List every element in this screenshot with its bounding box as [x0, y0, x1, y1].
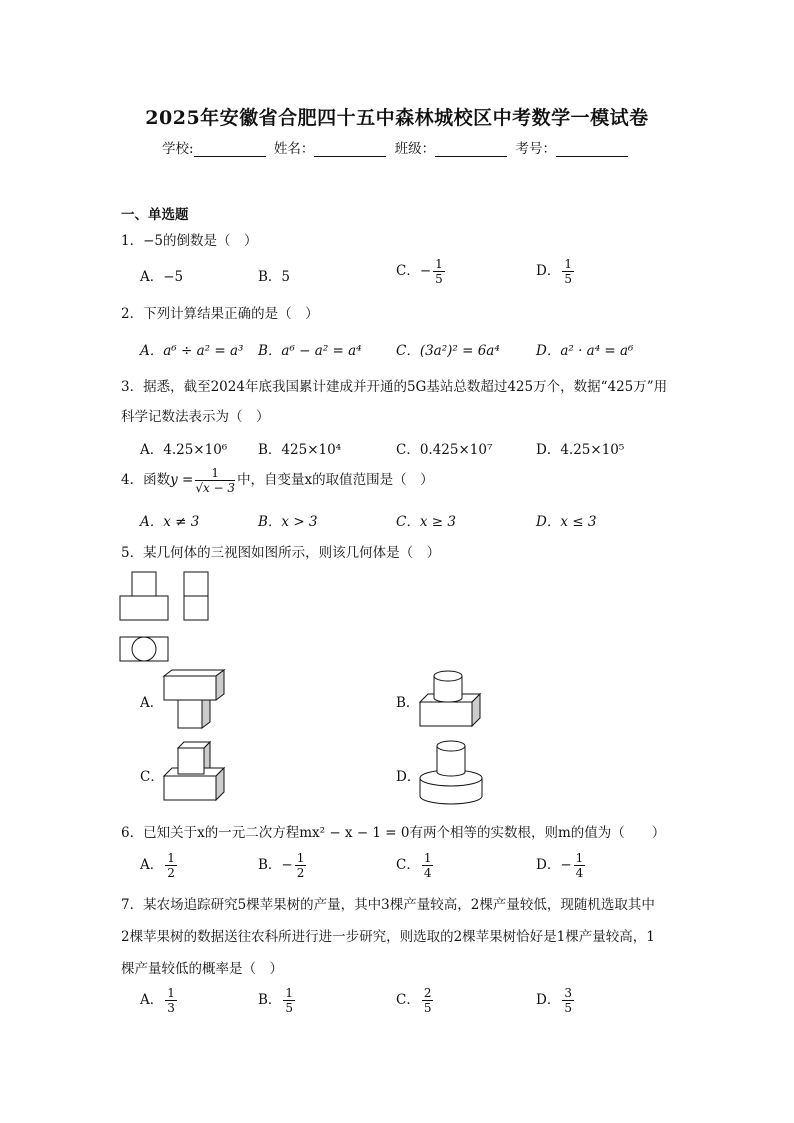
q5-figure-b — [418, 668, 488, 730]
q5-option-d: D． — [396, 769, 421, 785]
three-view-figure — [118, 570, 218, 665]
q7-stem-line2: 2棵苹果树的数据送往农科所进行进一步研究，则选取的2棵苹果树恰好是1棵产量较高，1 — [121, 929, 655, 945]
fraction: $\frac{1}{2}$ — [167, 851, 175, 880]
q4-option-d: D．x ≤ 3 — [536, 514, 597, 530]
fraction: $\frac{2}{5}$ — [423, 986, 432, 1015]
q3-option-c: C．0.425×10⁷ — [396, 442, 493, 458]
name-label: 姓名： — [273, 141, 315, 157]
q5-figure-c — [160, 740, 230, 804]
q3-option-a: A．4.25×10⁶ — [140, 442, 228, 458]
q7-option-d: D． $\frac{3}{5}$ — [536, 986, 572, 1015]
student-info-line — [0, 137, 794, 157]
q7-option-a: A． $\frac{1}{3}$ — [140, 986, 175, 1015]
q3-option-b: B．425×10⁴ — [258, 442, 342, 458]
q5-figure-d — [418, 738, 488, 806]
exam-no-label: 考号： — [515, 141, 556, 157]
q3-stem-line2: 科学记数法表示为（ ） — [121, 409, 270, 425]
q3-option-d: D．4.25×10⁵ — [536, 442, 625, 458]
fraction: $\frac{3}{5}$ — [564, 986, 572, 1015]
q1-option-d: D． $\frac{1}{5}$ — [536, 257, 572, 286]
q4-option-a: A．x ≠ 3 — [140, 514, 200, 530]
exam-no-blank — [556, 142, 628, 157]
q2-option-c: C．(3a²)² = 6a⁴ — [396, 343, 500, 359]
q6-stem: 6．已知关于x的一元二次方程mx² − x − 1 = 0有两个相等的实数根，则m的值为（ ） — [121, 825, 666, 841]
fraction: $\frac{1}{4}$ — [575, 851, 584, 880]
q6-option-a: A． $\frac{1}{2}$ — [140, 851, 175, 880]
fraction: $\frac{1}{3}$ — [167, 986, 175, 1015]
section-heading: 一、单选题 — [121, 207, 189, 223]
q6-option-b: B．− $\frac{1}{2}$ — [258, 851, 305, 880]
class-blank — [435, 142, 507, 157]
q3-stem-line1: 3．据悉，截至2024年底我国累计建成并开通的5G基站总数超过425万个，数据“425万”用 — [121, 379, 668, 395]
q5-option-c: C． — [140, 769, 164, 785]
q4-option-b: B．x > 3 — [258, 514, 318, 530]
q2-option-d: D．a² · a⁴ = a⁶ — [536, 343, 634, 359]
q5-figure-a — [160, 668, 230, 732]
school-label: 学校: — [162, 141, 194, 157]
exam-title: 2025年安徽省合肥四十五中森林城校区中考数学一模试卷 — [145, 107, 649, 129]
fraction: $\frac{1}{4}$ — [423, 851, 432, 880]
fraction: $\frac{1}{5}$ — [564, 257, 572, 286]
q5-stem: 5．某几何体的三视图如图所示，则该几何体是（ ） — [121, 545, 441, 561]
q1-option-b: B．5 — [258, 269, 291, 285]
q2-option-a: A．a⁶ ÷ a² = a³ — [140, 343, 244, 359]
q7-stem-line3: 棵产量较低的概率是（ ） — [121, 961, 283, 977]
school-blank — [194, 142, 266, 157]
class-label: 班级： — [394, 141, 436, 157]
fraction: $\frac{1}{5}$ — [285, 986, 294, 1015]
q4-stem: 4．函数y = $\frac{1}{√x - 3}$ 中，自变量x的取值范围是（ ） — [121, 466, 434, 495]
fraction: $\frac{1}{2}$ — [296, 851, 305, 880]
fraction: $\frac{1}{5}$ — [435, 257, 443, 286]
q6-option-d: D．− $\frac{1}{4}$ — [536, 851, 584, 880]
q5-option-b: B． — [396, 695, 420, 711]
name-blank — [314, 142, 386, 157]
q1-option-a: A．−5 — [140, 269, 184, 285]
q2-stem: 2．下列计算结果正确的是（ ） — [121, 306, 319, 322]
q7-stem-line1: 7．某农场追踪研究5棵苹果树的产量，其中3棵产量较高，2棵产量较低，现随机选取其中 — [121, 897, 655, 913]
q1-stem: 1．−5的倒数是（ ） — [121, 233, 258, 249]
fraction: $\frac{1}{√x - 3}$ — [195, 466, 236, 495]
q5-option-a: A． — [140, 695, 164, 711]
q2-option-b: B．a⁶ − a² = a⁴ — [258, 343, 362, 359]
q1-option-c: C．− $\frac{1}{5}$ — [396, 257, 443, 286]
q7-option-b: B． $\frac{1}{5}$ — [258, 986, 294, 1015]
q4-option-c: C．x ≥ 3 — [396, 514, 456, 530]
q6-option-c: C． $\frac{1}{4}$ — [396, 851, 432, 880]
q7-option-c: C． $\frac{2}{5}$ — [396, 986, 432, 1015]
